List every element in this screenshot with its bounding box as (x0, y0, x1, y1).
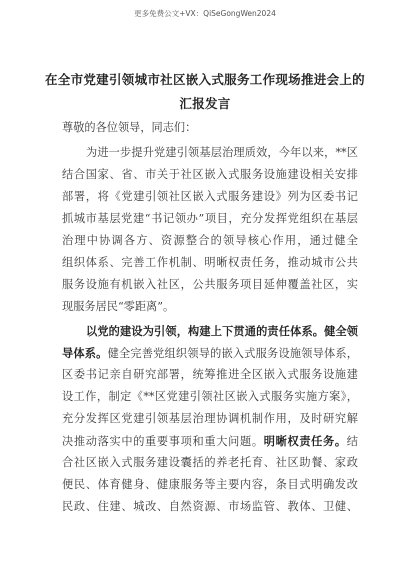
salutation: 尊敬的各位领导，同志们： (62, 121, 197, 134)
paragraph-1-line: 部署，将《党建引领社区嵌入式服务建设》列为区委书记 (62, 190, 358, 203)
paragraph-1-line: 组织体系、完善工作机制、明晰权责任务，推动城市公共 (62, 256, 358, 269)
paragraph-2-line: 区委书记亲自研究部署，统筹推进全区嵌入式服务设施建 (62, 368, 358, 381)
document-title-line-1: 在全市党建引领城市社区嵌入式服务工作现场推进会上的 (44, 72, 365, 87)
paragraph-2-text: 健全完善党组织领导的嵌入式服务设施领导体系， (107, 347, 358, 360)
paragraph-1-line: 结合国家、省、市关于社区嵌入式服务设施建设相关安排 (62, 168, 358, 181)
subheading-bold: 明晰权责任务。 (263, 434, 347, 448)
header-note: 更多免费公文+VX：QiSeGongWen2024 (134, 9, 276, 18)
document-title-line-2: 汇报发言 (179, 96, 231, 111)
paragraph-2-line (62, 346, 358, 361)
paragraph-2-line: 充分发挥区党建引领基层治理协调机制作用，及时研究解 (62, 412, 358, 425)
paragraph-2-line: 合社区嵌入式服务建设囊括的养老托育、社区助餐、家政 (62, 456, 358, 469)
section-heading: 以党的建设为引领，构建上下贯通的责任体系。健全领 (86, 324, 358, 338)
paragraph-1-line: 为进一步提升党建引领基层治理质效，今年以来，**区 (86, 146, 358, 159)
paragraph-1-line: 治理中协调各方、资源整合的领导核心作用，通过健全 (62, 234, 358, 247)
paragraph-2-text: 决推动落实中的重要事项和重大问题。 (62, 435, 264, 448)
paragraph-2-text: 结 (346, 435, 358, 448)
paragraph-1-line: 服务设施有机嵌入社区，公共服务项目延伸覆盖社区，实 (62, 278, 358, 291)
paragraph-2-line (62, 434, 358, 449)
subheading-bold: 导体系。 (62, 346, 108, 360)
paragraph-2-line: 设工作，制定《**区党建引领社区嵌入式服务实施方案》， (62, 390, 358, 403)
paragraph-2-line: 民政、住建、城改、自然资源、市场监管、教体、卫健、 (62, 500, 358, 513)
paragraph-2-line: 便民、体育健身、健康服务等主要内容，条目式明确发改 (62, 478, 358, 491)
paragraph-1-line: 现服务居民“零距离”。 (62, 300, 175, 313)
paragraph-1-line: 抓城市基层党建“书记领办”项目，充分发挥党组织在基层 (62, 212, 358, 225)
